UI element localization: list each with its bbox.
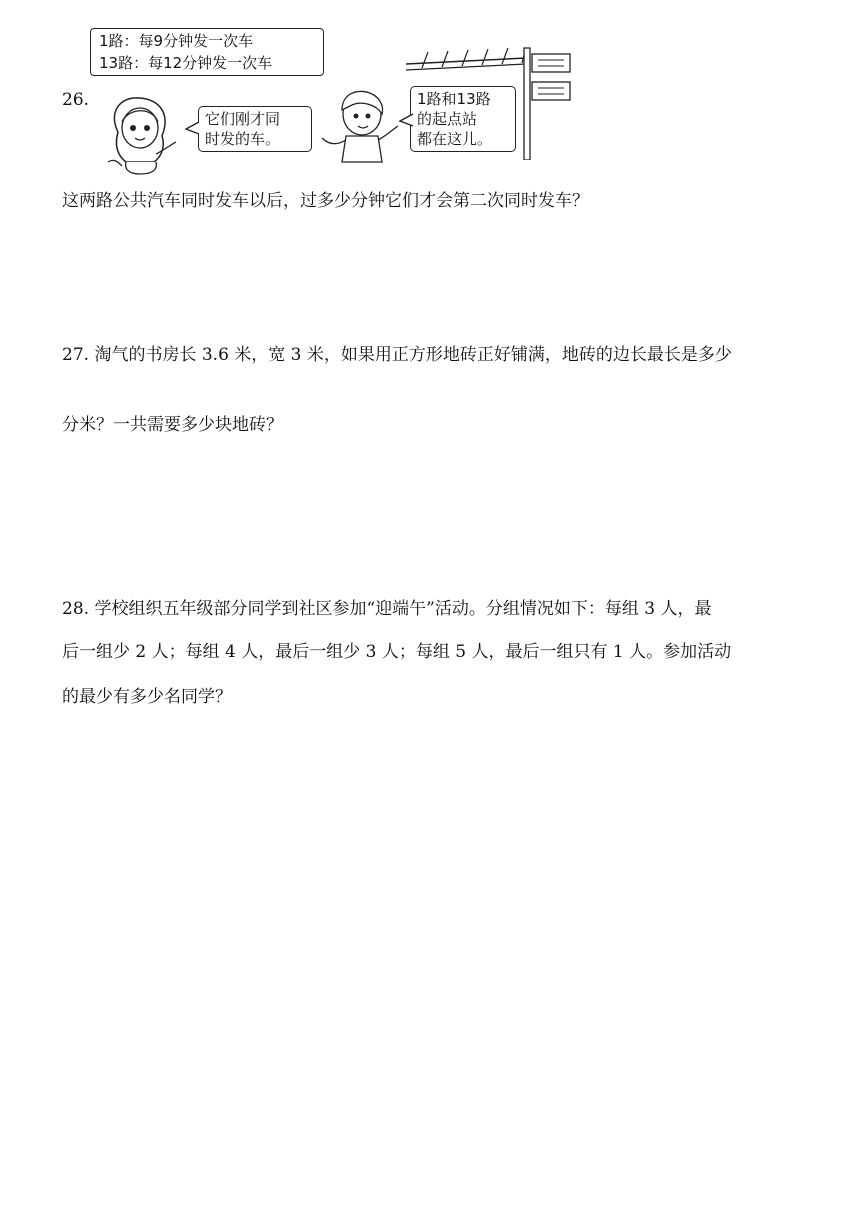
question-27-line-1: 27. 淘气的书房长 3.6 米，宽 3 米，如果用正方形地砖正好铺满，地砖的边长最长是多少 [62, 345, 732, 365]
girl-speech-line-2: 时发的车。 [205, 130, 281, 148]
bus-stop-illustration [404, 44, 576, 160]
question-26-text: 这两路公共汽车同时发车以后，过多少分钟它们才会第二次同时发车？ [62, 191, 589, 211]
question-28-line-1: 28. 学校组织五年级部分同学到社区参加“迎端午”活动。分组情况如下：每组 3 人，最 [62, 599, 712, 619]
girl-bubble-tail [184, 120, 200, 136]
girl-speech-line-1: 它们刚才同 [205, 110, 281, 128]
boy-speech-line-3: 都在这儿。 [417, 130, 493, 148]
question-26-number: 26. [62, 90, 90, 110]
question-27-line-2: 分米？一共需要多少块地砖？ [62, 415, 283, 435]
girl-speech-bubble [198, 106, 312, 152]
question-28-line-3: 的最少有多少名同学？ [62, 687, 232, 707]
bus-schedule-box [90, 28, 324, 76]
boy-speech-line-1: 1路和13路 [417, 90, 491, 108]
boy-speech-line-2: 的起点站 [417, 110, 478, 128]
boy-illustration [320, 86, 402, 164]
girl-illustration [100, 92, 190, 176]
schedule-line-1: 1路：每9分钟发一次车 [99, 32, 254, 50]
question-28-line-2: 后一组少 2 人；每组 4 人，最后一组少 3 人；每组 5 人，最后一组只有 1 人。参加活动 [62, 642, 732, 662]
schedule-line-2: 13路：每12分钟发一次车 [99, 54, 273, 72]
